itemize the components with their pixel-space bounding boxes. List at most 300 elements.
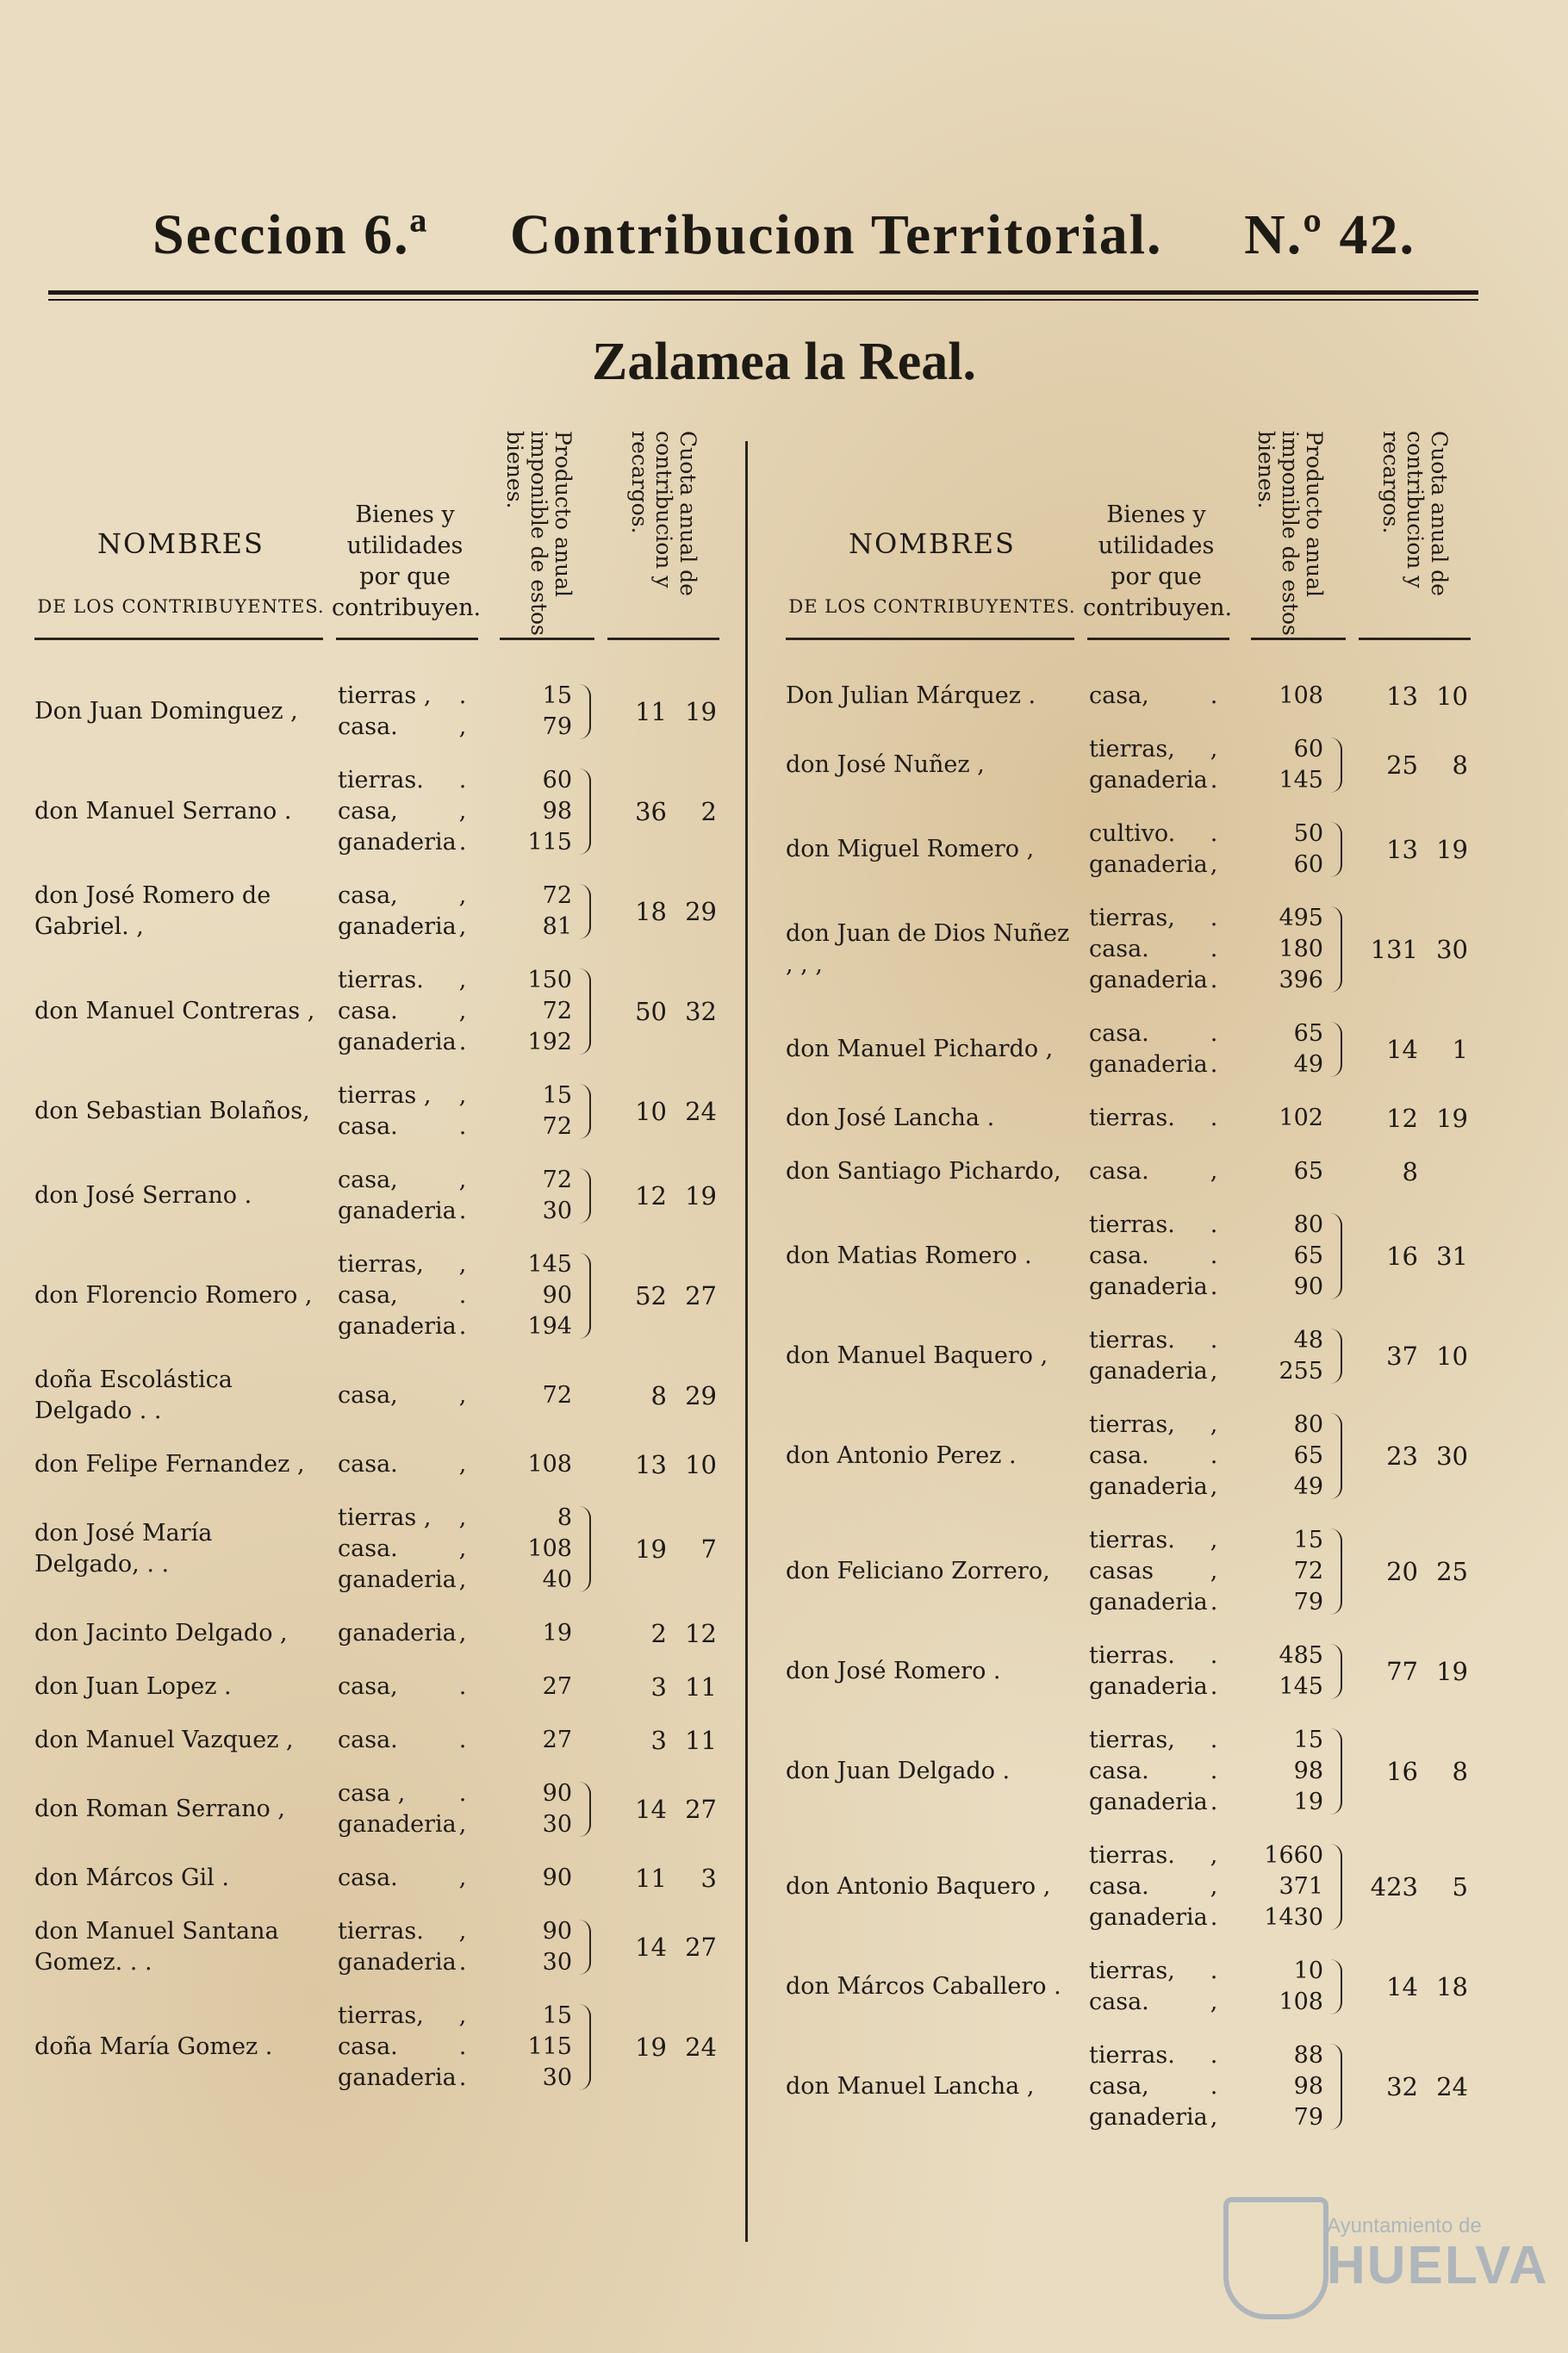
bienes-list bbox=[1079, 1156, 1234, 1187]
bien-separator: , bbox=[1210, 1873, 1218, 1900]
brace-mark bbox=[577, 1506, 591, 1592]
bien-separator: , bbox=[1210, 1989, 1218, 2015]
producto-value: 72 bbox=[542, 1113, 572, 1140]
bien-label: casa. bbox=[338, 2033, 398, 2060]
bien-label: tierras. bbox=[1089, 1527, 1175, 1553]
bien-label: casa. bbox=[1089, 1158, 1149, 1185]
bien-item bbox=[1079, 2071, 1234, 2102]
cuota-centimos: 8 bbox=[1452, 750, 1468, 780]
table-row bbox=[34, 1916, 756, 1978]
cuota-reales: 131 bbox=[1370, 935, 1418, 964]
producto-values bbox=[1234, 1156, 1328, 1187]
cuota-reales: 14 bbox=[1386, 1972, 1418, 2001]
producto-value: 27 bbox=[542, 1727, 572, 1753]
brace-mark bbox=[577, 1782, 591, 1837]
bien-item bbox=[327, 1618, 482, 1649]
bien-separator: . bbox=[1210, 767, 1218, 794]
bienes-list bbox=[1079, 2040, 1234, 2133]
table-row bbox=[34, 681, 756, 743]
table-row bbox=[34, 1671, 756, 1703]
header-underline bbox=[786, 638, 1074, 640]
bien-separator: , bbox=[1210, 1473, 1218, 1500]
bien-separator: . bbox=[458, 1198, 467, 1224]
header-nombres: NOMBRES DE LOS CONTRIBUYENTES. bbox=[37, 527, 325, 617]
bien-separator: , bbox=[458, 1167, 467, 1193]
bienes-list bbox=[327, 1080, 482, 1142]
cuota-cell bbox=[591, 1181, 720, 1211]
producto-value: 48 bbox=[1293, 1327, 1323, 1354]
producto-values bbox=[1234, 903, 1328, 996]
bien-separator: . bbox=[458, 1029, 467, 1055]
bien-label: ganaderia bbox=[1089, 1051, 1208, 1078]
cuota-centimos: 3 bbox=[700, 1864, 717, 1893]
page-title: Contribucion Territorial. bbox=[509, 203, 1163, 266]
bien-item bbox=[1079, 1725, 1234, 1756]
brace-mark bbox=[577, 2004, 591, 2090]
bienes-list bbox=[327, 1671, 482, 1703]
producto-value: 80 bbox=[1293, 1211, 1323, 1238]
brace-mark bbox=[577, 684, 591, 739]
cuota-cell bbox=[591, 997, 720, 1026]
bien-label: tierras. bbox=[1089, 1105, 1175, 1131]
table-row bbox=[786, 1156, 1508, 1187]
table-row bbox=[34, 1503, 756, 1596]
bien-label: casa. bbox=[1089, 1873, 1149, 1900]
brace-mark bbox=[1328, 2044, 1342, 2130]
producto-values bbox=[1234, 1103, 1328, 1134]
table-row bbox=[786, 1325, 1508, 1387]
bien-item bbox=[1079, 1871, 1234, 1902]
bienes-list bbox=[327, 681, 482, 743]
contributor-name: doña Escolástica Delgado . . bbox=[34, 1366, 233, 1424]
producto-value: 15 bbox=[1293, 1527, 1323, 1553]
producto-value: 79 bbox=[1293, 1589, 1323, 1615]
bien-separator: , bbox=[458, 913, 467, 940]
header-bienes: Bienes y utilidades por que contribuyen. bbox=[332, 501, 482, 621]
producto-value: 88 bbox=[1293, 2042, 1323, 2069]
contributor-name: Don Juan Dominguez , bbox=[34, 698, 298, 725]
bien-separator: , bbox=[458, 1251, 467, 1278]
producto-value: 60 bbox=[1293, 851, 1323, 878]
bienes-list bbox=[1079, 1640, 1234, 1703]
bien-item bbox=[1079, 1156, 1234, 1187]
producto-value: 8 bbox=[557, 1504, 572, 1531]
bien-label: casa , bbox=[338, 1780, 406, 1807]
cuota-reales: 19 bbox=[635, 1534, 667, 1564]
bien-separator: . bbox=[1210, 1105, 1218, 1131]
table-row bbox=[786, 2040, 1508, 2133]
brace-mark bbox=[577, 1920, 591, 1975]
bien-separator: , bbox=[458, 798, 467, 825]
brace-mark bbox=[1328, 1413, 1342, 1499]
bien-label: casa. bbox=[338, 1113, 398, 1140]
bien-item bbox=[1079, 1840, 1234, 1871]
producto-value: 10 bbox=[1293, 1958, 1323, 1984]
header-rule bbox=[48, 290, 1478, 295]
bien-item bbox=[1079, 934, 1234, 965]
bien-item bbox=[1079, 1587, 1234, 1618]
header-underline bbox=[336, 638, 478, 640]
brace-mark bbox=[577, 1253, 591, 1339]
cuota-reales: 12 bbox=[1386, 1104, 1418, 1133]
contributor-name: don Manuel Santana Gomez. . . bbox=[34, 1918, 279, 1976]
bien-item bbox=[1079, 1103, 1234, 1134]
cuota-centimos: 25 bbox=[1436, 1557, 1468, 1586]
bien-item bbox=[1079, 903, 1234, 934]
bien-item bbox=[1079, 1902, 1234, 1933]
cuota-reales: 3 bbox=[650, 1726, 667, 1755]
producto-values bbox=[1234, 1956, 1328, 2018]
contributor-name: don Feliciano Zorrero, bbox=[786, 1558, 1050, 1584]
bien-label: casa. bbox=[338, 713, 398, 740]
bienes-list bbox=[327, 1249, 482, 1342]
producto-value: 192 bbox=[527, 1029, 572, 1055]
bien-separator: , bbox=[458, 882, 467, 909]
bienes-list bbox=[327, 1380, 482, 1411]
producto-values bbox=[482, 1449, 577, 1480]
bien-separator: . bbox=[458, 1727, 467, 1753]
bien-item bbox=[327, 2063, 482, 2094]
contributor-name: don Manuel Pichardo , bbox=[786, 1036, 1054, 1062]
bienes-list bbox=[1079, 1840, 1234, 1933]
bien-label: casa. bbox=[1089, 1442, 1149, 1469]
cuota-centimos: 24 bbox=[685, 2032, 717, 2062]
bien-separator: , bbox=[458, 1864, 467, 1891]
table-row bbox=[786, 1640, 1508, 1703]
contributor-name: don Juan Lopez . bbox=[34, 1673, 232, 1700]
bien-separator: , bbox=[1210, 851, 1218, 878]
cuota-reales: 16 bbox=[1386, 1242, 1418, 1271]
page-header bbox=[0, 202, 1568, 268]
cuota-reales: 16 bbox=[1386, 1757, 1418, 1786]
producto-value: 255 bbox=[1279, 1358, 1323, 1385]
bien-separator: , bbox=[458, 998, 467, 1024]
producto-value: 72 bbox=[542, 1167, 572, 1193]
producto-value: 90 bbox=[1293, 1273, 1323, 1300]
producto-value: 15 bbox=[542, 682, 572, 709]
bien-separator: , bbox=[458, 1918, 467, 1945]
bien-item bbox=[1079, 850, 1234, 881]
bien-label: ganaderia bbox=[1089, 1589, 1208, 1615]
cuota-reales: 2 bbox=[650, 1619, 667, 1648]
bien-item bbox=[1079, 819, 1234, 850]
cuota-reales: 13 bbox=[1386, 835, 1418, 864]
contributor-name: don José Serrano . bbox=[34, 1182, 252, 1209]
producto-values bbox=[482, 1863, 577, 1894]
table-row bbox=[34, 1249, 756, 1342]
bienes-list bbox=[1079, 903, 1234, 996]
cuota-reales: 37 bbox=[1386, 1341, 1418, 1371]
bienes-list bbox=[327, 1778, 482, 1840]
bien-label: casa. bbox=[1089, 1020, 1149, 1047]
cuota-reales: 25 bbox=[1386, 750, 1418, 780]
contributor-name: don Santiago Pichardo, bbox=[786, 1158, 1061, 1185]
producto-value: 27 bbox=[542, 1673, 572, 1700]
contributor-name: don Antonio Baquero , bbox=[786, 1873, 1051, 1900]
table-row bbox=[786, 1018, 1508, 1080]
table-row bbox=[34, 1863, 756, 1894]
bien-label: tierras. bbox=[338, 767, 424, 794]
cuota-centimos: 24 bbox=[1436, 2072, 1468, 2101]
producto-value: 19 bbox=[1293, 1789, 1323, 1815]
producto-value: 15 bbox=[542, 1082, 572, 1109]
bien-separator: . bbox=[1210, 936, 1218, 962]
bien-label: tierras. bbox=[1089, 1211, 1175, 1238]
contributor-name: don José María Delgado, . . bbox=[34, 1520, 213, 1578]
bien-label: casa. bbox=[338, 1451, 398, 1478]
table-row bbox=[34, 1165, 756, 1227]
cuota-reales: 13 bbox=[1386, 682, 1418, 711]
bienes-list bbox=[327, 965, 482, 1058]
producto-value: 98 bbox=[1293, 2073, 1323, 2100]
producto-values bbox=[482, 1778, 577, 1840]
bienes-list bbox=[327, 1503, 482, 1596]
page-number: N.º 42. bbox=[1244, 203, 1416, 266]
bien-label: ganaderia bbox=[338, 1198, 457, 1224]
bien-item bbox=[1079, 1556, 1234, 1587]
cuota-cell bbox=[591, 1933, 720, 1962]
producto-value: 60 bbox=[1293, 736, 1323, 763]
contributor-name: don Juan Delgado . bbox=[786, 1758, 1011, 1784]
producto-value: 108 bbox=[527, 1535, 572, 1562]
contributor-name: don Sebastian Bolaños, bbox=[34, 1098, 310, 1124]
bien-separator: , bbox=[458, 1811, 467, 1838]
bien-item bbox=[327, 912, 482, 943]
bien-separator: . bbox=[458, 2064, 467, 2091]
cuota-centimos: 27 bbox=[685, 1933, 717, 1962]
producto-value: 150 bbox=[527, 967, 572, 993]
cuota-cell bbox=[591, 1097, 720, 1126]
bien-separator: . bbox=[1210, 1273, 1218, 1300]
producto-value: 145 bbox=[1279, 767, 1323, 794]
bien-item bbox=[327, 1449, 482, 1480]
cuota-cell bbox=[1342, 1341, 1472, 1371]
producto-values bbox=[1234, 1325, 1328, 1387]
cuota-cell bbox=[1342, 1242, 1472, 1271]
producto-values bbox=[482, 881, 577, 943]
bien-item bbox=[1079, 734, 1234, 765]
bienes-list bbox=[1079, 681, 1234, 712]
bien-separator: , bbox=[458, 2002, 467, 2029]
brace-mark bbox=[1328, 738, 1342, 793]
cuota-cell bbox=[591, 1381, 720, 1410]
bien-label: ganaderia bbox=[338, 1811, 457, 1838]
bienes-list bbox=[327, 1863, 482, 1894]
cuota-centimos: 27 bbox=[685, 1281, 717, 1310]
table-row bbox=[786, 1410, 1508, 1503]
cuota-cell bbox=[591, 1619, 720, 1648]
bien-label: casa. bbox=[338, 1864, 398, 1891]
cuota-centimos: 2 bbox=[700, 797, 717, 826]
bien-separator: . bbox=[458, 1113, 467, 1140]
bien-item bbox=[1079, 1787, 1234, 1818]
producto-values bbox=[482, 1503, 577, 1596]
producto-values bbox=[482, 681, 577, 743]
bien-item bbox=[327, 881, 482, 912]
bien-separator: . bbox=[458, 1282, 467, 1309]
cuota-centimos: 19 bbox=[685, 1181, 717, 1211]
producto-value: 80 bbox=[1293, 1411, 1323, 1438]
producto-value: 79 bbox=[1293, 2104, 1323, 2131]
table-row bbox=[34, 1778, 756, 1840]
bien-item bbox=[1079, 965, 1234, 996]
cuota-reales: 12 bbox=[635, 1181, 667, 1211]
bien-label: casa, bbox=[338, 1382, 398, 1409]
cuota-reales: 52 bbox=[635, 1281, 667, 1310]
cuota-cell bbox=[1342, 1104, 1472, 1133]
bienes-list bbox=[1079, 1018, 1234, 1080]
bien-separator: , bbox=[1210, 1842, 1218, 1869]
cuota-centimos: 1 bbox=[1452, 1035, 1468, 1064]
bien-label: casa, bbox=[1089, 682, 1149, 709]
bien-label: ganaderia bbox=[338, 1620, 457, 1646]
cuota-centimos: 19 bbox=[1436, 1104, 1468, 1133]
bien-item bbox=[1079, 1525, 1234, 1556]
cuota-reales: 14 bbox=[1386, 1035, 1418, 1064]
cuota-reales: 36 bbox=[635, 797, 667, 826]
header-underline bbox=[1087, 638, 1229, 640]
cuota-centimos: 31 bbox=[1436, 1242, 1468, 1271]
cuota-cell bbox=[591, 697, 720, 726]
contributor-name: don Felipe Fernandez , bbox=[34, 1451, 305, 1478]
producto-values bbox=[482, 1080, 577, 1142]
cuota-reales: 19 bbox=[635, 2032, 667, 2062]
bien-label: tierras. bbox=[1089, 1842, 1175, 1869]
contributor-name: don Manuel Baquero , bbox=[786, 1342, 1048, 1369]
bien-label: casa. bbox=[1089, 1989, 1149, 2015]
producto-values bbox=[482, 1165, 577, 1227]
bien-label: casa. bbox=[338, 1535, 398, 1562]
bien-label: tierras , bbox=[338, 1082, 432, 1109]
municipality-title: Zalamea la Real. bbox=[592, 333, 976, 391]
cuota-reales: 18 bbox=[635, 897, 667, 926]
cuota-cell bbox=[1342, 935, 1472, 964]
bien-separator: . bbox=[1210, 1958, 1218, 1984]
contributor-name: don Márcos Caballero . bbox=[786, 1973, 1061, 2000]
table-row bbox=[34, 1449, 756, 1480]
cuota-reales: 32 bbox=[1386, 2072, 1418, 2101]
bien-label: ganaderia bbox=[1089, 967, 1208, 993]
producto-value: 180 bbox=[1279, 936, 1323, 962]
bien-item bbox=[1079, 1018, 1234, 1049]
producto-value: 1430 bbox=[1264, 1904, 1323, 1931]
producto-value: 115 bbox=[527, 829, 572, 856]
producto-value: 60 bbox=[542, 767, 572, 794]
producto-values bbox=[1234, 1018, 1328, 1080]
bien-item bbox=[1079, 765, 1234, 796]
producto-value: 98 bbox=[1293, 1758, 1323, 1784]
contributor-name: don Florencio Romero , bbox=[34, 1282, 313, 1309]
header-rule-thin bbox=[48, 299, 1478, 301]
header-cuota: Cuota anual de contribucion y recargos. bbox=[627, 431, 700, 596]
cuota-reales: 10 bbox=[635, 1097, 667, 1126]
cuota-cell bbox=[591, 1795, 720, 1824]
cuota-centimos: 11 bbox=[685, 1672, 717, 1702]
cuota-cell bbox=[1342, 750, 1472, 780]
bien-label: tierras, bbox=[1089, 1958, 1175, 1984]
contributor-name: don Manuel Vazquez , bbox=[34, 1727, 294, 1753]
cuota-cell bbox=[591, 1534, 720, 1564]
bien-separator: , bbox=[1210, 1358, 1218, 1385]
cuota-centimos: 12 bbox=[685, 1619, 717, 1648]
cuota-cell bbox=[591, 1726, 720, 1755]
bien-label: tierras , bbox=[338, 1504, 432, 1531]
producto-value: 30 bbox=[542, 1949, 572, 1976]
table-row bbox=[34, 2001, 756, 2094]
bien-label: casas bbox=[1089, 1558, 1154, 1584]
producto-value: 145 bbox=[1279, 1673, 1323, 1700]
contributor-name: don Miguel Romero , bbox=[786, 836, 1035, 862]
bienes-list bbox=[327, 1725, 482, 1756]
cuota-centimos: 10 bbox=[1436, 1341, 1468, 1371]
bien-item bbox=[327, 681, 482, 712]
bien-item bbox=[327, 1725, 482, 1756]
producto-values bbox=[482, 1725, 577, 1756]
contributor-name: don Márcos Gil . bbox=[34, 1864, 229, 1891]
cuota-reales: 14 bbox=[635, 1933, 667, 1962]
producto-values bbox=[1234, 1840, 1328, 1933]
producto-value: 30 bbox=[542, 2064, 572, 2091]
bienes-list bbox=[327, 2001, 482, 2094]
bien-item bbox=[1079, 1441, 1234, 1472]
cuota-centimos: 19 bbox=[1436, 1657, 1468, 1686]
bien-separator: . bbox=[1210, 905, 1218, 931]
bien-item bbox=[327, 2032, 482, 2063]
bien-label: tierras, bbox=[1089, 736, 1175, 763]
bien-item bbox=[327, 1863, 482, 1894]
brace-mark bbox=[1328, 1644, 1342, 1699]
bien-label: ganaderia bbox=[1089, 1789, 1208, 1815]
bien-item bbox=[1079, 1356, 1234, 1387]
bien-separator: . bbox=[458, 682, 467, 709]
table-row bbox=[786, 819, 1508, 881]
cuota-centimos: 10 bbox=[685, 1450, 717, 1479]
bien-item bbox=[1079, 2102, 1234, 2133]
bien-label: tierras , bbox=[338, 682, 432, 709]
bien-separator: , bbox=[458, 1382, 467, 1409]
producto-value: 90 bbox=[542, 1780, 572, 1807]
cuota-centimos: 30 bbox=[1436, 1441, 1468, 1471]
cuota-reales: 3 bbox=[650, 1672, 667, 1702]
bien-item bbox=[327, 1080, 482, 1111]
bienes-list bbox=[327, 1618, 482, 1649]
producto-value: 49 bbox=[1293, 1051, 1323, 1078]
table-row bbox=[34, 1080, 756, 1142]
watermark-main: HUELVA bbox=[1327, 2236, 1549, 2295]
table-row bbox=[786, 734, 1508, 796]
cuota-centimos: 19 bbox=[685, 697, 717, 726]
header-cuota: Cuota anual de contribucion y recargos. bbox=[1378, 431, 1452, 596]
producto-value: 108 bbox=[1279, 1989, 1323, 2015]
table-row bbox=[786, 903, 1508, 996]
bien-item bbox=[327, 827, 482, 858]
cuota-centimos: 24 bbox=[685, 1097, 717, 1126]
header-nombres: NOMBRES DE LOS CONTRIBUYENTES. bbox=[788, 527, 1076, 617]
bienes-list bbox=[1079, 1210, 1234, 1303]
bien-label: ganaderia bbox=[1089, 2104, 1208, 2131]
bien-label: tierras, bbox=[338, 2002, 424, 2029]
bien-separator: , bbox=[1210, 1411, 1218, 1438]
brace-mark bbox=[1328, 1844, 1342, 1930]
bien-separator: . bbox=[1210, 820, 1218, 847]
table-row bbox=[786, 681, 1508, 712]
table-row bbox=[34, 1725, 756, 1756]
brace-mark bbox=[1328, 1213, 1342, 1299]
producto-values bbox=[482, 765, 577, 858]
producto-values bbox=[1234, 819, 1328, 881]
bien-item bbox=[327, 1671, 482, 1703]
producto-values bbox=[1234, 1525, 1328, 1618]
